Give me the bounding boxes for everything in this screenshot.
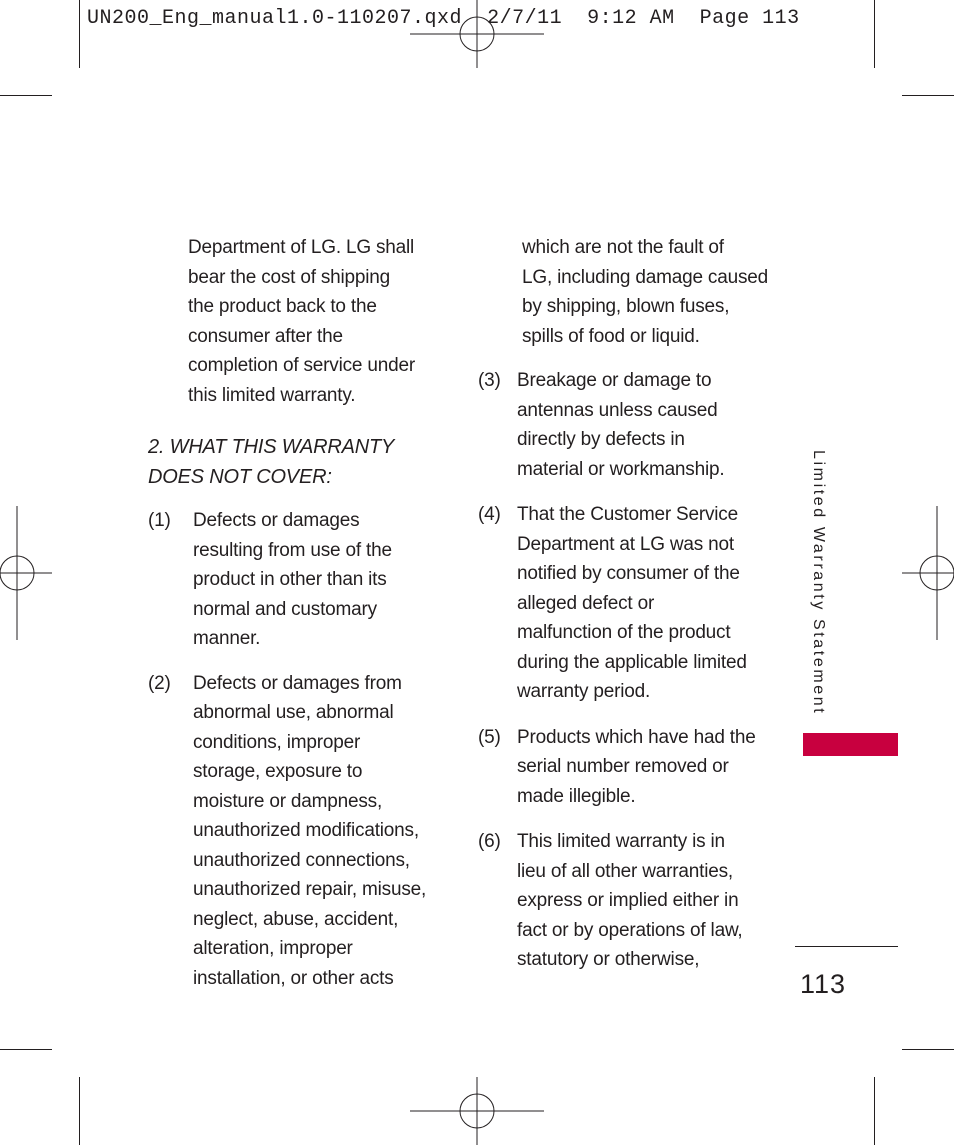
- text-line: resulting from use of the: [193, 539, 392, 561]
- list-item: [148, 669, 448, 994]
- text-line: which are not the fault of: [522, 237, 724, 258]
- text-line: consumer after the: [188, 325, 343, 347]
- text-line: by shipping, blown fuses,: [522, 296, 730, 317]
- text-line: bear the cost of shipping: [188, 266, 391, 288]
- text-line: moisture or dampness,: [193, 790, 383, 812]
- text-line: lieu of all other warranties,: [517, 860, 733, 882]
- crop-mark: [0, 95, 52, 96]
- text-line: notified by consumer of the: [517, 563, 740, 584]
- text-line: made illegible.: [517, 785, 636, 807]
- text-line: Products which have had the: [517, 726, 756, 748]
- text-line: neglect, abuse, accident,: [193, 908, 399, 930]
- item-number: (6): [478, 831, 501, 852]
- text-line: normal and customary: [193, 598, 377, 620]
- crop-mark: [902, 95, 954, 96]
- crop-mark: [874, 1077, 875, 1145]
- text-line: during the applicable limited: [517, 651, 747, 673]
- section-heading: [148, 433, 448, 492]
- list-item: [478, 827, 783, 975]
- text-line: abnormal use, abnormal: [193, 702, 394, 723]
- registration-mark-icon: [410, 0, 544, 68]
- text-line: conditions, improper: [193, 731, 361, 753]
- text-line: directly by defects in: [517, 429, 685, 450]
- text-line: antennas unless caused: [517, 399, 718, 421]
- text-line: material or workmanship.: [517, 458, 725, 480]
- item-number: (3): [478, 370, 501, 391]
- footer-rule: [795, 946, 898, 947]
- registration-mark-icon: [902, 506, 954, 640]
- text-line: Department at LG was not: [517, 533, 734, 555]
- text-line: the product back to the: [188, 296, 377, 317]
- text-line: Defects or damages from: [193, 672, 402, 694]
- text-line: alteration, improper: [193, 938, 353, 959]
- left-column: [148, 233, 448, 993]
- right-column: [478, 233, 783, 975]
- text-line: serial number removed or: [517, 756, 729, 777]
- text-line: Defects or damages: [193, 510, 360, 531]
- list-item: [148, 506, 448, 654]
- text-line: unauthorized modifications,: [193, 820, 419, 841]
- crop-mark: [0, 1049, 52, 1050]
- section-tab-bar: [803, 733, 898, 756]
- heading-line: 2. WHAT THIS WARRANTY: [148, 436, 395, 458]
- text-line: malfunction of the product: [517, 622, 731, 643]
- text-line: Breakage or damage to: [517, 370, 712, 391]
- crop-mark: [902, 1049, 954, 1050]
- list-item: [478, 723, 783, 812]
- section-side-label: Limited Warranty Statement: [810, 450, 827, 716]
- text-line: Department of LG. LG shall: [188, 237, 415, 258]
- text-line: unauthorized repair, misuse,: [193, 879, 427, 900]
- item-number: (4): [478, 504, 501, 525]
- text-line: statutory or otherwise,: [517, 949, 700, 970]
- crop-mark: [79, 1077, 80, 1145]
- text-line: manner.: [193, 628, 261, 649]
- text-line: product in other than its: [193, 569, 387, 590]
- text-line: This limited warranty is in: [517, 831, 725, 852]
- continued-paragraph: [478, 233, 783, 351]
- crop-mark: [79, 0, 80, 68]
- registration-mark-icon: [410, 1077, 544, 1145]
- item-number: (2): [148, 672, 171, 694]
- list-item: [478, 500, 783, 707]
- text-line: alleged defect or: [517, 592, 655, 614]
- text-line: express or implied either in: [517, 890, 739, 911]
- page-number: 113: [800, 969, 847, 999]
- heading-line: DOES NOT COVER:: [148, 465, 332, 488]
- text-line: installation, or other acts: [193, 967, 394, 989]
- text-line: this limited warranty.: [188, 384, 356, 406]
- text-line: fact or by operations of law,: [517, 919, 743, 941]
- registration-mark-icon: [0, 506, 52, 640]
- text-line: warranty period.: [517, 681, 651, 702]
- intro-paragraph: [148, 233, 448, 410]
- list-item: [478, 366, 783, 484]
- text-line: spills of food or liquid.: [522, 325, 700, 347]
- item-number: (1): [148, 510, 171, 531]
- text-line: That the Customer Service: [517, 504, 738, 525]
- printer-slug: UN200_Eng_manual1.0-110207.qxd 2/7/11 9:12 AM Page 113: [87, 7, 800, 30]
- text-line: LG, including damage caused: [522, 266, 768, 288]
- crop-mark: [874, 0, 875, 68]
- text-line: storage, exposure to: [193, 761, 363, 782]
- text-line: unauthorized connections,: [193, 849, 410, 871]
- text-line: completion of service under: [188, 355, 415, 376]
- item-number: (5): [478, 726, 501, 748]
